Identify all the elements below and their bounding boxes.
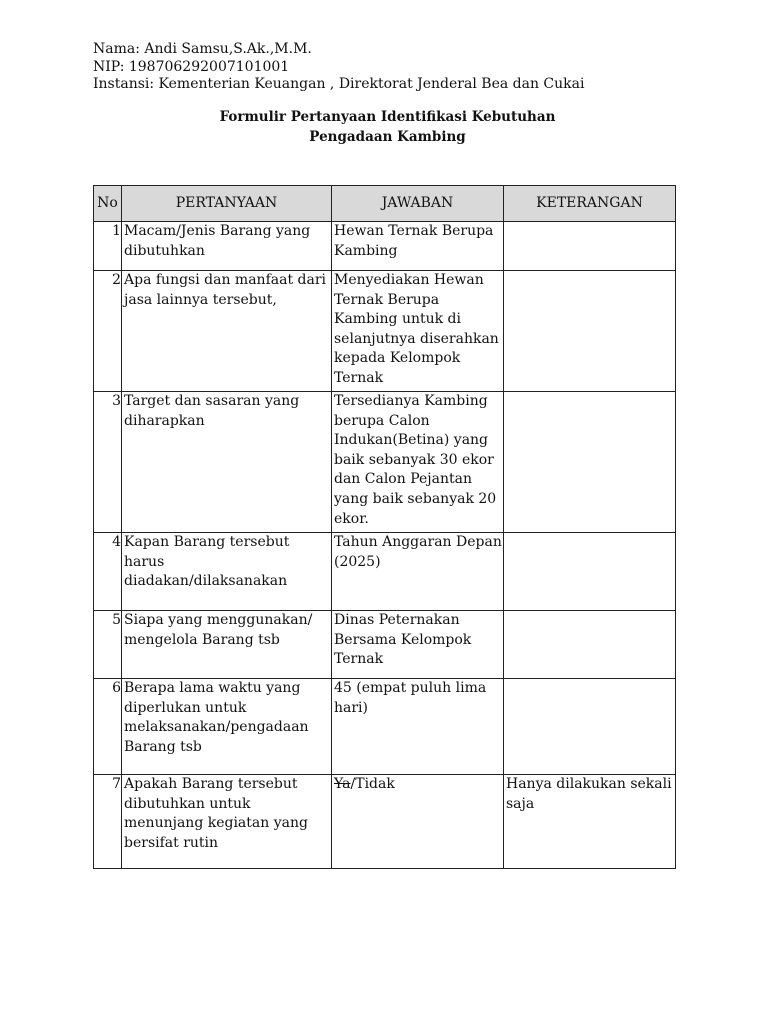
question-cell: Target dan sasaran yang diharapkan: [122, 392, 332, 533]
nama-line: Nama: Andi Samsu,S.Ak.,M.M.: [93, 41, 312, 57]
instansi-line: Instansi: Kementerian Keuangan , Direktorat Jenderal Bea dan Cukai: [93, 76, 585, 92]
note-cell: [504, 611, 676, 679]
note-cell: [504, 679, 676, 775]
table-header-row: [94, 186, 676, 222]
answer-cell: Dinas Peternakan Bersama Kelompok Ternak: [332, 611, 504, 679]
row-number: 4: [94, 533, 122, 611]
answer-cell: [332, 775, 504, 869]
note-cell: [504, 271, 676, 392]
row-number: 6: [94, 679, 122, 775]
table-row: [94, 679, 676, 775]
answer-cell: Menyediakan Hewan Ternak Berupa Kambing untuk di selanjutnya diserahkan kepada Kelompok Ternak: [332, 271, 504, 392]
answer-cell: Tahun Anggaran Depan (2025): [332, 533, 504, 611]
header-jawaban: JAWABAN: [332, 186, 504, 222]
title-line-2: Pengadaan Kambing: [309, 129, 466, 145]
table-row: [94, 775, 676, 869]
selected-option: /Tidak: [350, 776, 395, 792]
row-number: 1: [94, 222, 122, 271]
header-pertanyaan: PERTANYAAN: [122, 186, 332, 222]
struck-option: Ya: [334, 776, 351, 792]
question-cell: Siapa yang menggunakan/ mengelola Barang tsb: [122, 611, 332, 679]
table-row: [94, 222, 676, 271]
row-number: 2: [94, 271, 122, 392]
table-row: [94, 271, 676, 392]
question-cell: Apakah Barang tersebut dibutuhkan untuk menunjang kegiatan yang bersifat rutin: [122, 775, 332, 869]
row-number: 3: [94, 392, 122, 533]
table-row: [94, 611, 676, 679]
note-cell: [504, 533, 676, 611]
question-cell: Apa fungsi dan manfaat dari jasa lainnya tersebut,: [122, 271, 332, 392]
answer-cell: Hewan Ternak Berupa Kambing: [332, 222, 504, 271]
header-keterangan: KETERANGAN: [504, 186, 676, 222]
note-cell: [504, 392, 676, 533]
questionnaire-table: [93, 185, 676, 869]
title-line-1: Formulir Pertanyaan Identifikasi Kebutuhan: [219, 109, 556, 125]
row-number: 5: [94, 611, 122, 679]
form-title: [0, 107, 768, 147]
table-row: [94, 533, 676, 611]
nip-line: NIP: 198706292007101001: [93, 58, 290, 75]
note-cell: Hanya dilakukan sekali saja: [504, 775, 676, 869]
question-cell: Berapa lama waktu yang diperlukan untuk melaksanakan/pengadaan Barang tsb: [122, 679, 332, 775]
table-row: [94, 392, 676, 533]
answer-cell: 45 (empat puluh lima hari): [332, 679, 504, 775]
row-number: 7: [94, 775, 122, 869]
header-no: No: [94, 186, 122, 222]
answer-cell: Tersedianya Kambing berupa Calon Indukan(Betina) yang baik sebanyak 30 ekor dan Calon Pejantan yang baik sebanyak 20 ekor.: [332, 392, 504, 533]
identity-header: [93, 41, 584, 94]
question-cell: Macam/Jenis Barang yang dibutuhkan: [122, 222, 332, 271]
question-cell: Kapan Barang tersebut harus diadakan/dilaksanakan: [122, 533, 332, 611]
note-cell: [504, 222, 676, 271]
